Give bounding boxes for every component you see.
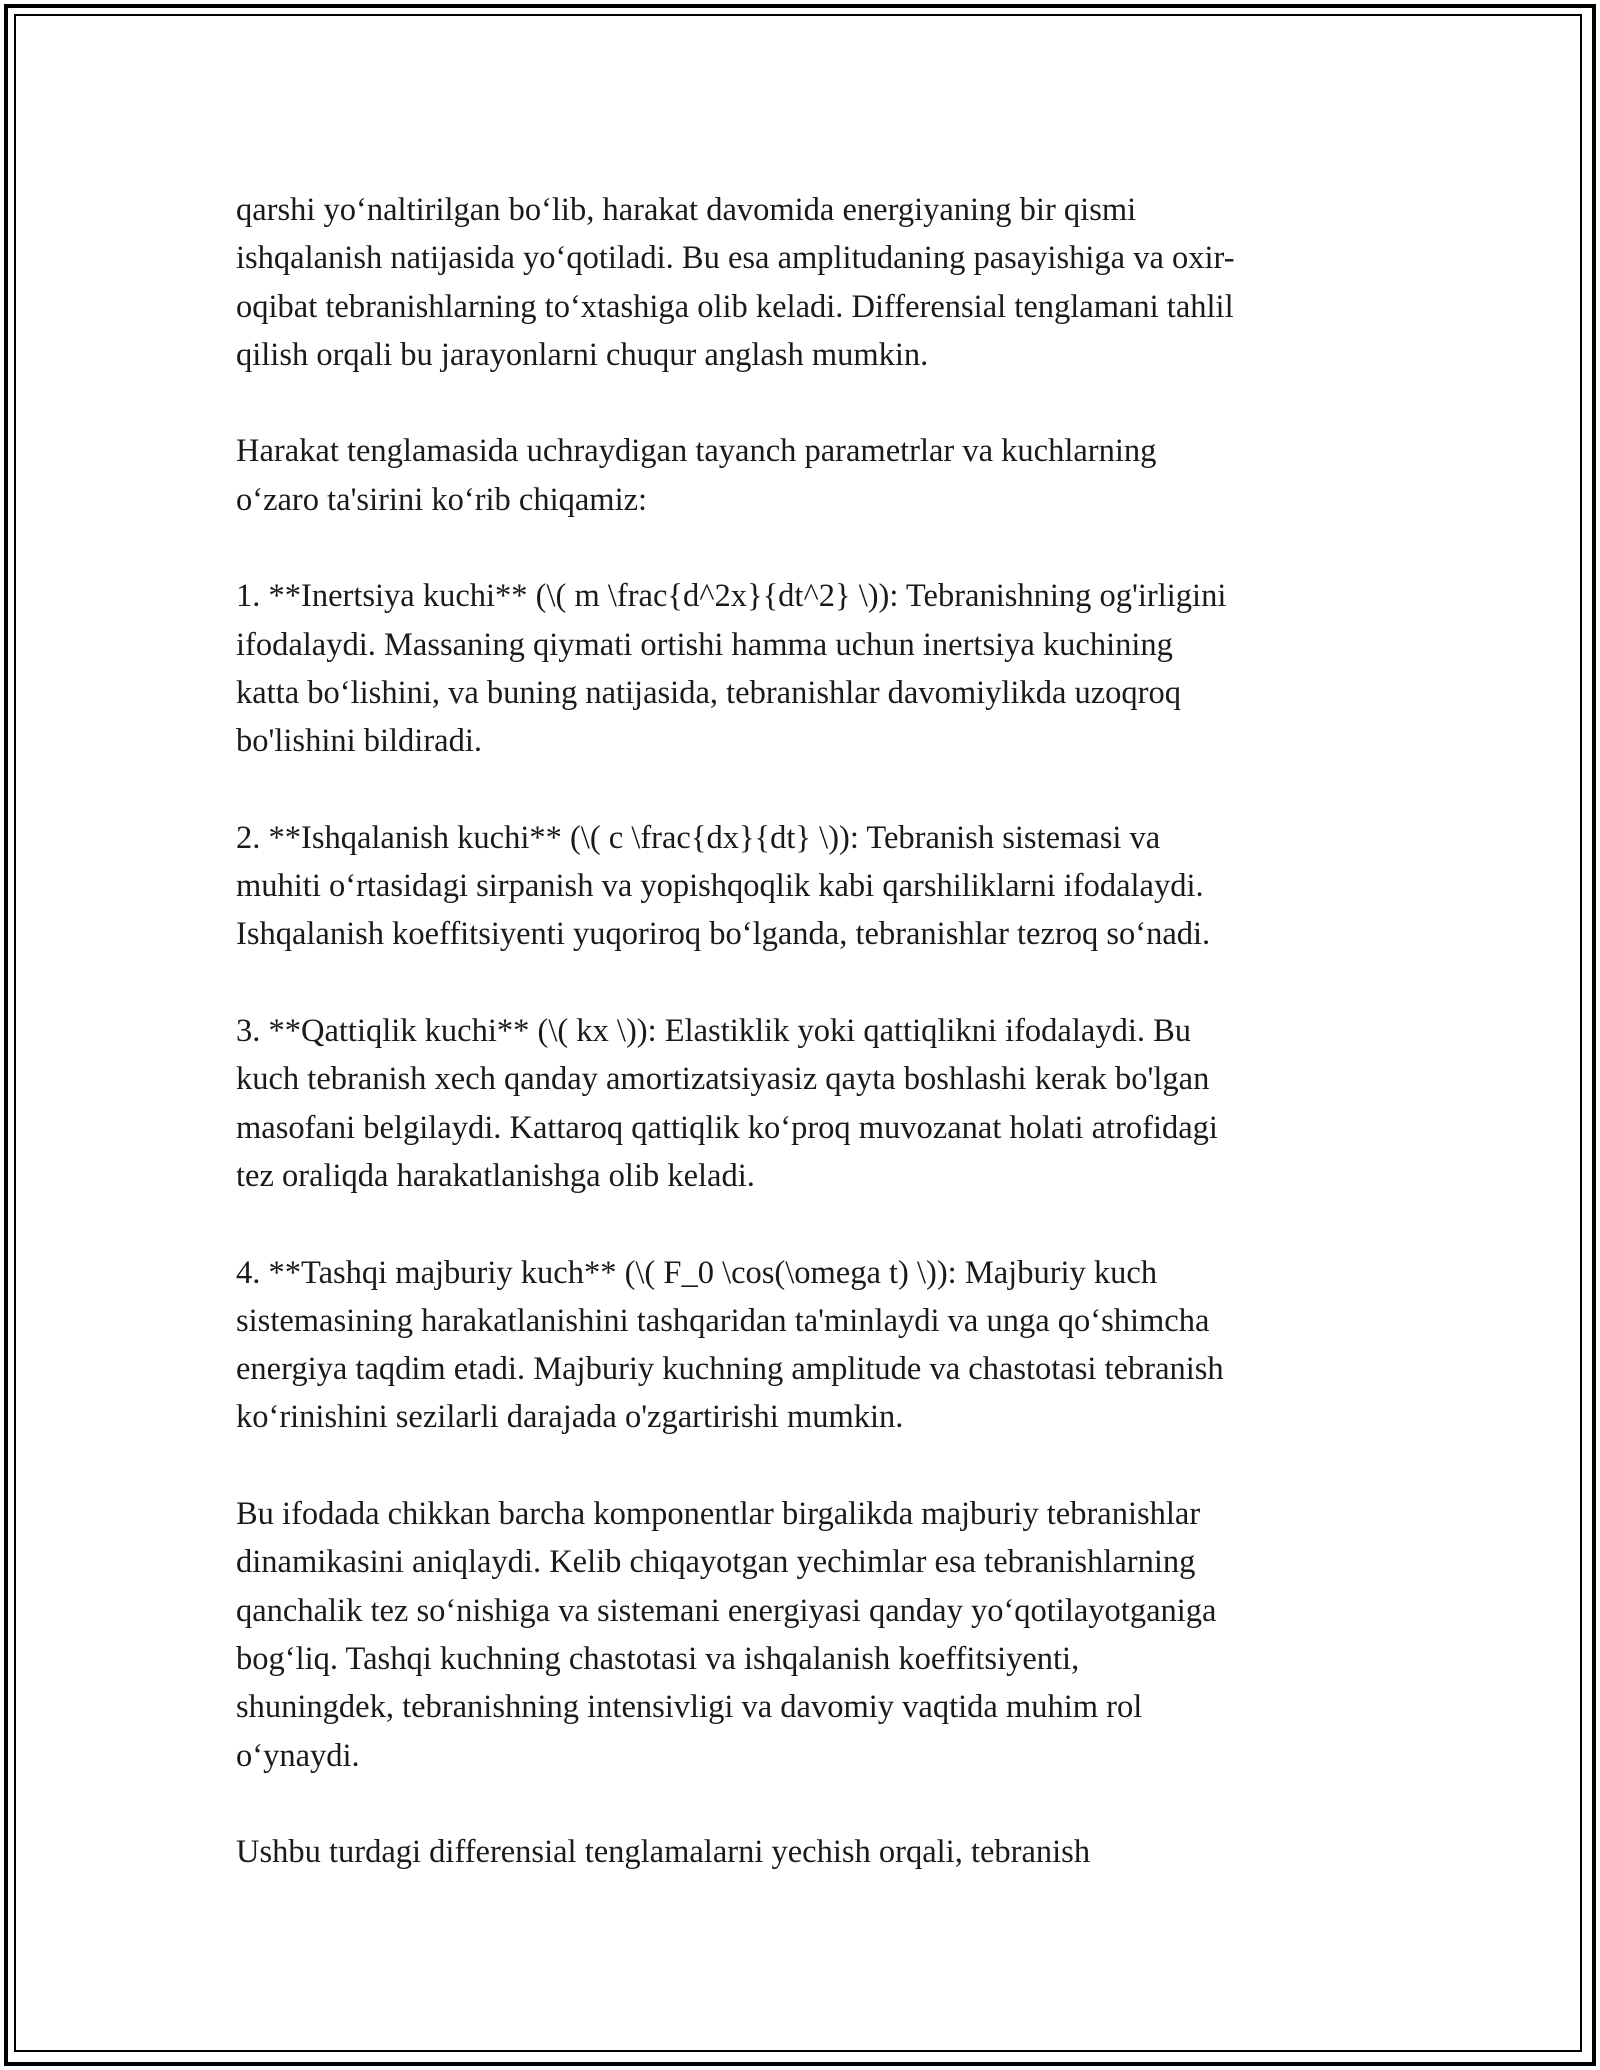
document-body	[236, 186, 1366, 1925]
list-item-stiffness-force: 3. **Qattiqlik kuchi** (\( kx \)): Elastiklik yoki qattiqlikni ifodalaydi. Bu kuch tebranish xech qanday amortizatsiyasiz qayta boshlashi kerak bo'lgan masofani belgilaydi. Kattaroq qattiqlik ko‘proq muvozanat holati atrofidagi tez oraliqda harakatlanishga olib keladi.	[236, 1013, 1218, 1194]
paragraph-conclusion: Ushbu turdagi differensial tenglamalarni yechish orqali, tebranish	[236, 1834, 1091, 1871]
paragraph-summary: Bu ifodada chikkan barcha komponentlar birgalikda majburiy tebranishlar dinamikasini aniqlaydi. Kelib chiqayotgan yechimlar esa tebranishlarning qanchalik tez so‘nishiga va sistemani energiyasi qanday yo‘qotilayotganiga bog‘liq. Tashqi kuchning chastotasi va ishqalanish koeffitsiyenti, shuningdek, tebranishning intensivligi va davomiy vaqtida muhim rol o‘ynaydi.	[236, 1496, 1217, 1774]
list-item-external-force: 4. **Tashqi majburiy kuch** (\( F_0 \cos(\omega t) \)): Majburiy kuch sistemasining harakatlanishini tashqaridan ta'minlaydi va unga qo‘shimcha energiya taqdim etadi. Majburiy kuchning amplitude va chastotasi tebranish ko‘rinishini sezilarli darajada o'zgartirishi mumkin.	[236, 1254, 1224, 1436]
list-item-inertia-force: 1. **Inertsiya kuchi** (\( m \frac{d^2x}{dt^2} \)): Tebranishning og'irligini ifodalaydi. Massaning qiymati ortishi hamma uchun inertsiya kuchining katta bo‘lishini, va buning natijasida, tebranishlar davomiylikda uzoqroq bo'lishini bildiradi.	[236, 578, 1227, 760]
list-item-friction-force: 2. **Ishqalanish kuchi** (\( c \frac{dx}{dt} \)): Tebranish sistemasi va muhiti o‘rtasidagi sirpanish va yopishqoqlik kabi qarshiliklarni ifodalaydi. Ishqalanish koeffitsiyenti yuqoriroq bo‘lganda, tebranishlar tezroq so‘nadi.	[236, 819, 1211, 953]
paragraph-intro: qarshi yo‘naltirilgan bo‘lib, harakat davomida energiyaning bir qismi ishqalanish natijasida yo‘qotiladi. Bu esa amplitudaning pasayishiga va oxir- oqibat tebranishlarning to‘xtashiga olib keladi. Differensial tenglamani tahlil qilish orqali bu jarayonlarni chuqur anglash mumkin.	[236, 192, 1235, 373]
paragraph-parameters: Harakat tenglamasida uchraydigan tayanch parametrlar va kuchlarning o‘zaro ta'sirini ko‘rib chiqamiz:	[236, 433, 1157, 518]
